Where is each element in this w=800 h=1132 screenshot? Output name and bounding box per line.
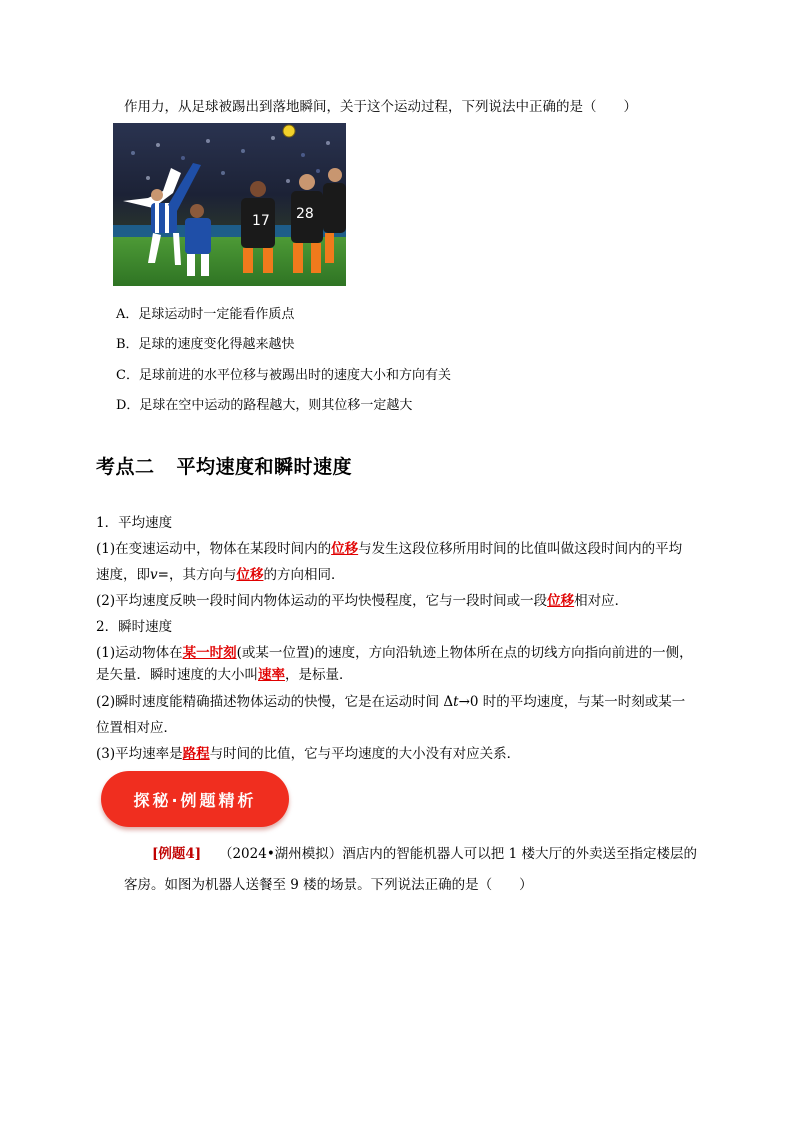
keyword-displacement: 位移: [236, 567, 264, 583]
section-title: [96, 452, 352, 479]
keyword-path: 路程: [182, 746, 210, 762]
keyword-moment: 某一时刻: [182, 645, 237, 661]
inst-velocity-p2-line1: (2)瞬时速度能精确描述物体运动的快慢，它是在运动时间 Δt→0 时的平均速度，与某一时刻或某一: [96, 694, 686, 710]
jersey-number: 28: [296, 206, 314, 222]
option-b: B．足球的速度变化得越来越快: [116, 337, 295, 352]
section-topic: 平均速度和瞬时速度: [176, 456, 353, 478]
inst-velocity-p3: (3)平均速率是路程与时间的比值，它与平均速度的大小没有对应关系．: [96, 746, 521, 762]
bicycle-kick-photo: [113, 123, 346, 286]
option-d: D．足球在空中运动的路程越大，则其位移一定越大: [116, 398, 413, 413]
inst-velocity-p2-line2: 位置相对应．: [96, 720, 177, 736]
soccer-photo: [113, 123, 346, 286]
question-intro-line: 作用力，从足球被踢出到落地瞬间，关于这个运动过程，下列说法中正确的是（ ）: [124, 99, 637, 115]
example-tag: [例题4]: [152, 846, 202, 862]
avg-velocity-p1-line1: (1)在变速运动中，物体在某段时间内的位移与发生这段位移所用时间的比值叫做这段时间内的平均: [96, 541, 683, 557]
option-c: C．足球前进的水平位移与被踢出时的速度大小和方向有关: [116, 368, 451, 383]
example-banner: [101, 771, 289, 827]
keyword-displacement: 位移: [547, 593, 575, 609]
jersey-number: 17: [252, 213, 270, 229]
example-line1: [例题4] （2024•湖州模拟）酒店内的智能机器人可以把 1 楼大厅的外卖送至指定楼层的: [152, 846, 697, 862]
inst-velocity-p1-line2: 是矢量．瞬时速度的大小叫速率，是标量．: [96, 667, 353, 683]
option-a: A．足球运动时一定能看作质点: [116, 307, 295, 322]
ball: [283, 125, 295, 137]
inst-velocity-p1-line1: (1)运动物体在某一时刻(或某一位置)的速度，方向沿轨迹上物体所在点的切线方向指向前进的一侧，: [96, 645, 693, 661]
avg-velocity-heading: 1．平均速度: [96, 515, 173, 531]
example-line2: 客房。如图为机器人送餐至 9 楼的场景。下列说法正确的是（ ）: [124, 877, 533, 893]
avg-velocity-p2: (2)平均速度反映一段时间内物体运动的平均快慢程度，它与一段时间或一段位移相对应．: [96, 593, 629, 609]
banner-text: 探秘·例题精析: [133, 790, 257, 810]
keyword-speed: 速率: [258, 667, 285, 683]
keyword-displacement: 位移: [331, 541, 359, 557]
section-label: 考点二: [96, 456, 155, 478]
avg-velocity-p1-line2: 速度，即v=，其方向与位移的方向相同．: [96, 567, 345, 583]
inst-velocity-heading: 2．瞬时速度: [96, 619, 173, 635]
